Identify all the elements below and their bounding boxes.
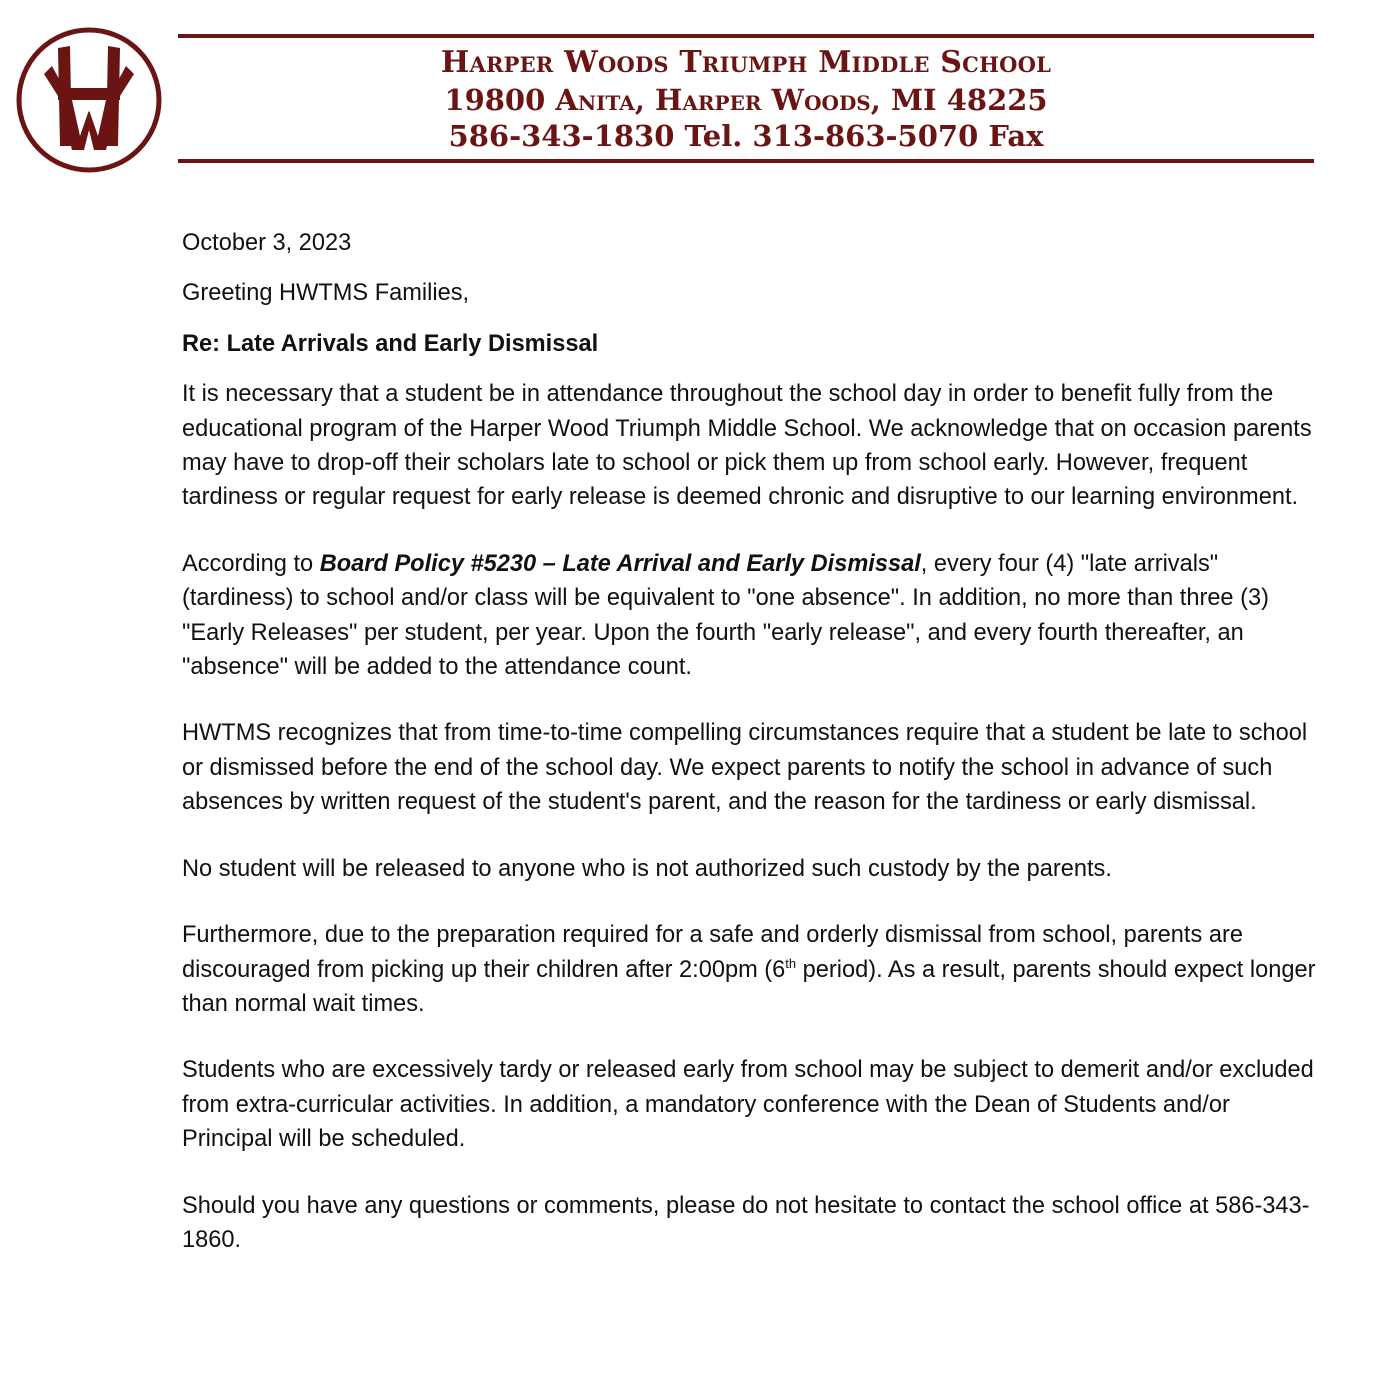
- letter-greeting: Greeting HWTMS Families,: [182, 280, 470, 307]
- policy-reference: Board Policy #5230 – Late Arrival and Early Dismissal: [319, 550, 921, 577]
- paragraph-consequences: Students who are excessively tardy or released early from school may be subject to demerit and/or excluded from extra-curricular activities. In addition, a mandatory conference with the Dean of Students and/or Principal will be scheduled.: [182, 1057, 1314, 1153]
- school-phone: 586-343-1830 Tel. 313-863-5070 Fax: [448, 119, 1044, 153]
- header-rule-top: [178, 34, 1314, 38]
- school-name: Harper Woods Triumph Middle School: [440, 45, 1052, 80]
- paragraph-policy: According to Board Policy #5230 – Late Arrival and Early Dismissal, every four (4) "late arrivals" (tardiness) to school and/or class will be equivalent to "one absence". In addition, no more than three (3) "Early Releases" per student, per year. Upon the fourth "early release", and every fourth thereafter, an "absence" will be added to the attendance count.: [182, 550, 1269, 681]
- letter-body: [182, 226, 1322, 1289]
- paragraph-circumstances: HWTMS recognizes that from time-to-time compelling circumstances require that a student be late to school or dismissed before the end of the school day. We expect parents to notify the school in advance of such absences by written request of the student's parent, and the reason for the tardiness or early dismissal.: [182, 720, 1308, 816]
- paragraph-custody: No student will be released to anyone who is not authorized such custody by the parents.: [182, 855, 1112, 882]
- paragraph-dismissal-time: Furthermore, due to the preparation required for a safe and orderly dismissal from school, parents are discouraged from picking up their children after 2:00pm (6th period). As a result, parents should expect longer than normal wait times.: [182, 922, 1316, 1017]
- letter-date: October 3, 2023: [182, 230, 352, 256]
- letter-subject: Re: Late Arrivals and Early Dismissal: [182, 330, 599, 357]
- letterhead: [178, 44, 1314, 154]
- header-rule-bottom: [178, 159, 1314, 163]
- paragraph-contact: Should you have any questions or comments, please do not hesitate to contact the school office at 586-343-1860.: [182, 1192, 1310, 1253]
- paragraph-attendance: It is necessary that a student be in attendance throughout the school day in order to benefit fully from the educational program of the Harper Wood Triumph Middle School. We acknowledge that on occasion parents may have to drop-off their scholars late to school or pick them up from school early. However, frequent tardiness or regular request for early release is deemed chronic and disruptive to our learning environment.: [182, 381, 1312, 511]
- school-address: 19800 Anita, Harper Woods, MI 48225: [444, 83, 1048, 117]
- hw-logo-icon: [14, 26, 164, 174]
